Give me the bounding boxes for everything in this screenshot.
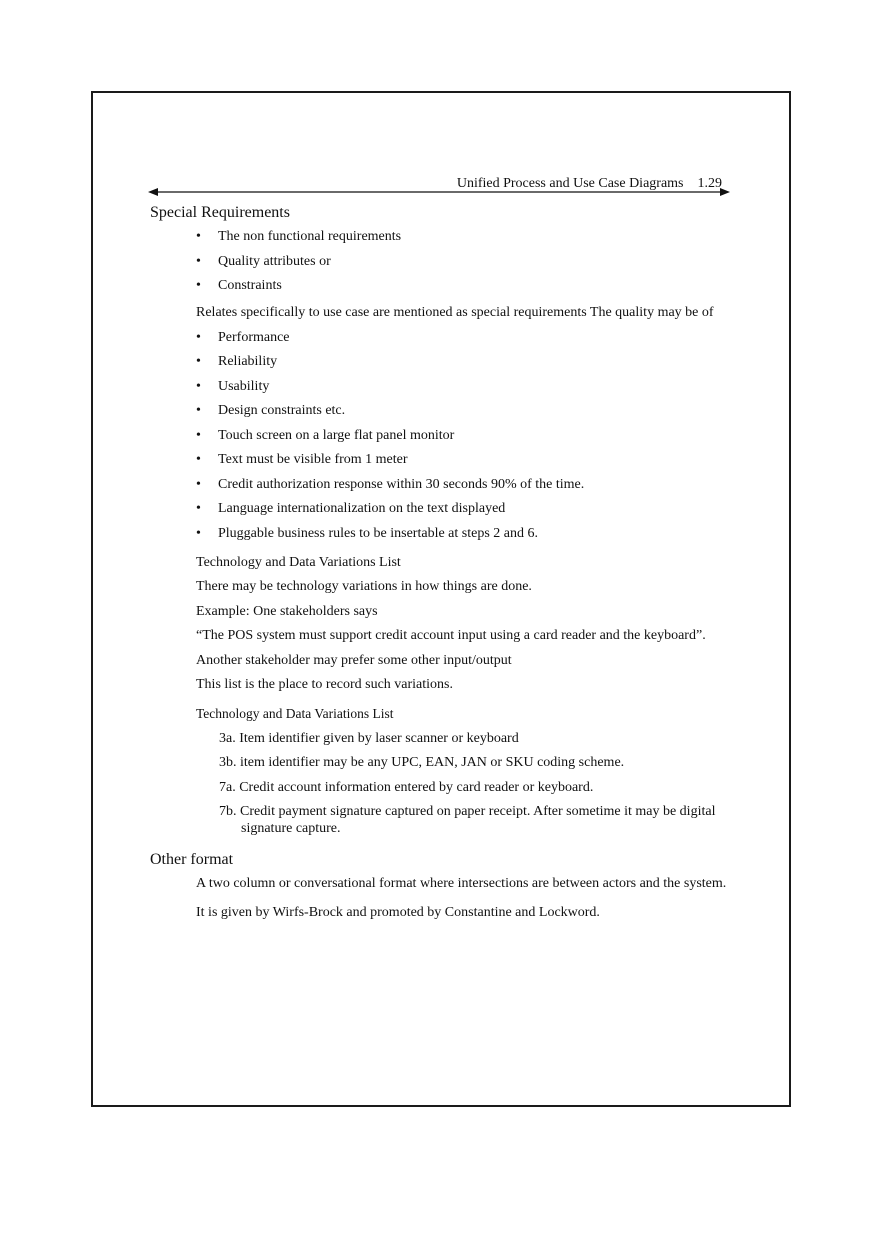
- bullet-icon: •: [196, 253, 201, 269]
- bullet-icon: •: [196, 354, 201, 369]
- list-item: • Usability: [196, 378, 270, 394]
- technology-line: There may be technology variations in how things are done.: [196, 579, 532, 594]
- list-item: 7b. Credit payment signature captured on paper receipt. After sometime it may be digital signature capture.: [219, 804, 716, 836]
- example-line: Example: One stakeholders says: [196, 603, 378, 619]
- other-format-paragraph: A two column or conversational format where intersections are between actors and the system.: [196, 876, 727, 891]
- technology-heading: Technology and Data Variations List: [196, 554, 401, 570]
- list-item: • Quality attributes or: [196, 253, 331, 269]
- page-content: [150, 176, 728, 929]
- bullet-icon: •: [196, 329, 201, 345]
- other-format-heading: Other format: [150, 851, 234, 868]
- running-header: [150, 176, 728, 196]
- list-item: • Text must be visible from 1 meter: [196, 452, 408, 467]
- special-requirements-heading: Special Requirements: [150, 204, 290, 221]
- bullet-icon: •: [196, 278, 201, 293]
- bullet-icon: •: [196, 403, 201, 418]
- list-item: • The non functional requirements: [196, 229, 402, 244]
- record-line: This list is the place to record such variations.: [196, 677, 453, 692]
- list-item: • Credit authorization response within 30 seconds 90% of the time.: [196, 476, 585, 492]
- stakeholder-line: Another stakeholder may prefer some other input/output: [196, 652, 512, 668]
- bullet-icon: •: [196, 427, 201, 443]
- list-item: 3a. Item identifier given by laser scanner or keyboard: [219, 730, 519, 746]
- attribution-paragraph: It is given by Wirfs-Brock and promoted by Constantine and Lockword.: [196, 905, 600, 920]
- variations-list: [150, 730, 728, 838]
- header-text: [457, 176, 722, 192]
- list-item: • Pluggable business rules to be insertable at steps 2 and 6.: [196, 525, 538, 541]
- list-item: • Design constraints etc.: [196, 403, 346, 418]
- page-number: 1.29: [697, 176, 722, 191]
- header-title: Unified Process and Use Case Diagrams: [456, 176, 684, 191]
- bullet-icon: •: [196, 378, 201, 394]
- bullet-icon: •: [196, 229, 201, 244]
- bullet-icon: •: [196, 476, 201, 492]
- bullet-icon: •: [196, 525, 201, 541]
- list-item: • Performance: [196, 329, 290, 345]
- special-requirements-paragraph: Relates specifically to use case are mentioned as special requirements The quality may be of: [196, 305, 714, 320]
- list-item: 3b. item identifier may be any UPC, EAN, JAN or SKU coding scheme.: [219, 755, 625, 770]
- list-item: • Reliability: [196, 354, 278, 369]
- bullet-icon: •: [196, 452, 201, 467]
- list-item: • Constraints: [196, 278, 282, 293]
- quality-list: [150, 329, 728, 542]
- list-item: • Touch screen on a large flat panel monitor: [196, 427, 455, 443]
- variations-list-heading: Technology and Data Variations List: [196, 706, 394, 721]
- bullet-icon: •: [196, 501, 201, 516]
- quote-paragraph: “The POS system must support credit account input using a card reader and the keyboard”.: [196, 628, 706, 643]
- list-item: • Language internationalization on the text displayed: [196, 501, 506, 516]
- requirements-list: [150, 228, 728, 294]
- list-item: 7a. Credit account information entered by card reader or keyboard.: [219, 779, 594, 795]
